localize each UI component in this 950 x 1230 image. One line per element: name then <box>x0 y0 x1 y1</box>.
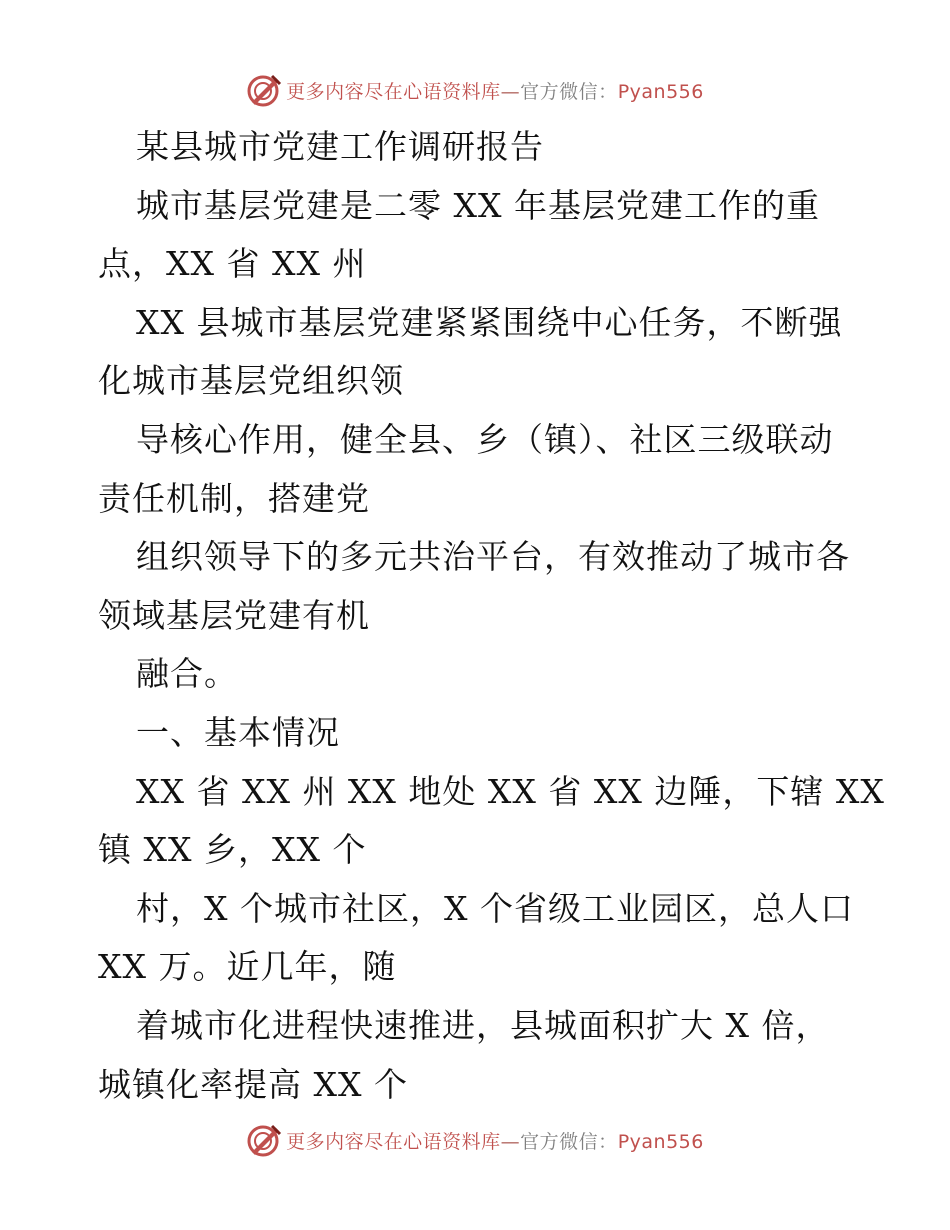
document-line: 导核心作用，健全县、乡（镇）、社区三级联动 <box>136 419 834 459</box>
document-line: XX 省 XX 州 XX 地处 XX 省 XX 边陲，下辖 XX <box>136 771 885 811</box>
document-line: 城镇化率提高 XX 个 <box>98 1064 408 1104</box>
footer-banner-dash: — <box>500 1130 521 1153</box>
pen-logo-icon <box>246 1122 282 1158</box>
footer-banner-text <box>286 1127 704 1154</box>
document-line: 村，X 个城市社区，X 个省级工业园区，总人口 <box>136 888 854 928</box>
document-line: 点，XX 省 XX 州 <box>98 244 367 284</box>
footer-banner-official: 官方微信： <box>520 1130 618 1153</box>
document-line: XX 县城市基层党建紧紧围绕中心任务，不断强 <box>136 302 843 342</box>
document-line: 着城市化进程快速推进，县城面积扩大 X 倍， <box>136 1005 830 1045</box>
document-line: 城市基层党建是二零 XX 年基层党建工作的重 <box>136 185 820 225</box>
document-line: 一、基本情况 <box>136 712 340 752</box>
document-line: XX 万。近几年，随 <box>98 947 397 987</box>
header-banner-official: 官方微信： <box>520 80 618 103</box>
footer-banner-main: 更多内容尽在心语资料库 <box>286 1130 501 1153</box>
header-banner-text <box>286 77 704 104</box>
footer-banner-wechat: Pyan556 <box>617 1130 704 1153</box>
document-line: 融合。 <box>136 654 238 694</box>
document-body <box>98 118 885 1114</box>
header-banner-main: 更多内容尽在心语资料库 <box>286 80 501 103</box>
footer-banner <box>0 1120 950 1160</box>
header-banner <box>0 70 950 110</box>
document-line: 责任机制，搭建党 <box>98 478 370 518</box>
document-title: 某县城市党建工作调研报告 <box>136 127 544 166</box>
document-line: 镇 XX 乡，XX 个 <box>98 830 367 870</box>
pen-logo-icon <box>246 72 282 108</box>
header-banner-dash: — <box>500 80 521 103</box>
document-line: 化城市基层党组织领 <box>98 361 404 401</box>
header-banner-wechat: Pyan556 <box>617 80 704 103</box>
document-line: 领域基层党建有机 <box>98 595 370 635</box>
document-line: 组织领导下的多元共治平台，有效推动了城市各 <box>136 537 850 577</box>
